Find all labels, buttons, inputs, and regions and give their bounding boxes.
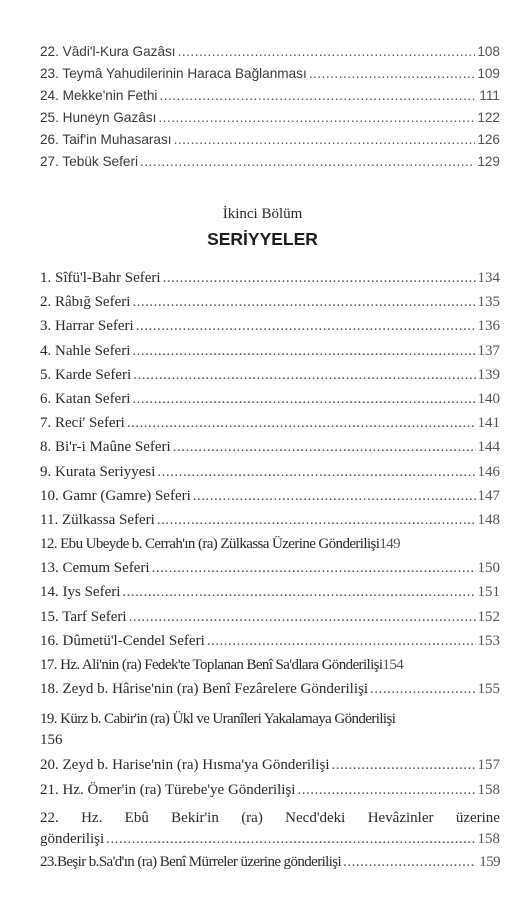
- toc-leader: [297, 782, 475, 799]
- toc-leader: [309, 66, 476, 81]
- toc-row: [40, 512, 500, 536]
- toc-title: 6. Katan Seferi: [40, 390, 131, 407]
- toc-title: 22. Vâdi'l-Kura Gazâsı: [40, 44, 176, 59]
- toc-row: [40, 854, 500, 878]
- toc-page-number: 152: [477, 608, 500, 625]
- toc-title: 16. Dûmetü'l-Cendel Seferi: [40, 632, 205, 649]
- toc-word: üzerine: [455, 809, 500, 826]
- toc-leader: [152, 560, 476, 577]
- toc-row: [40, 757, 500, 781]
- toc-row: [40, 154, 500, 176]
- toc-page-number: 109: [477, 66, 500, 81]
- toc-row: [40, 132, 500, 154]
- toc-page-number: 158: [477, 781, 500, 798]
- toc-page-number: 147: [477, 487, 500, 504]
- toc-word: 22.: [40, 809, 59, 826]
- toc-title: 17. Hz. Ali'nin (ra) Fedek'te Toplanan Benî Sa'dlara Gönderilişi: [40, 657, 383, 673]
- toc-leader: [122, 584, 475, 601]
- section-title: SERİYYELER: [207, 229, 318, 249]
- toc-row: [40, 657, 500, 681]
- toc-page-number: 141: [477, 415, 500, 432]
- toc-row: [40, 343, 500, 367]
- toc-title: 2. Râbığ Seferi: [40, 294, 131, 311]
- toc-leader: [158, 110, 475, 125]
- toc-leader: [140, 154, 475, 169]
- toc-row: [40, 88, 500, 110]
- toc-row: [40, 633, 500, 657]
- toc-word: Bekir'in: [171, 809, 219, 826]
- toc-leader: [332, 757, 476, 774]
- toc-main-list: [40, 270, 500, 878]
- toc-title: 26. Taif'in Muhasarası: [40, 132, 172, 147]
- toc-row: [40, 44, 500, 66]
- toc-title: 15. Tarf Seferi: [40, 608, 127, 625]
- toc-page-number: 126: [477, 132, 500, 147]
- toc-word: (ra): [241, 809, 263, 826]
- toc-row: [40, 536, 500, 560]
- toc-row: [40, 318, 500, 342]
- toc-word: Necd'deki: [285, 809, 346, 826]
- toc-page-number: 149: [379, 536, 401, 553]
- toc-page-number: 129: [477, 154, 500, 169]
- toc-page-number: 159: [479, 853, 500, 870]
- toc-leader: [173, 439, 476, 456]
- toc-title: 10. Gamr (Gamre) Seferi: [40, 487, 191, 504]
- toc-leader: [127, 415, 476, 432]
- toc-leader: [132, 391, 475, 408]
- toc-top-list: [40, 44, 500, 176]
- toc-row: [40, 782, 500, 806]
- toc-title: 5. Karde Seferi: [40, 366, 132, 383]
- toc-page-number: 154: [382, 657, 404, 673]
- toc-leader: [132, 294, 475, 311]
- toc-row: [40, 270, 500, 294]
- toc-row: [40, 681, 500, 705]
- toc-leader: [370, 681, 475, 698]
- toc-row: [40, 110, 500, 132]
- toc-title: 20. Zeyd b. Harise'nin (ra) Hısma'ya Gönderilişi: [40, 757, 330, 774]
- toc-title: 18. Zeyd b. Hârise'nin (ra) Benî Fezârelere Gönderilişi: [40, 681, 369, 698]
- toc-title: 4. Nahle Seferi: [40, 342, 131, 359]
- toc-page-number: 148: [477, 511, 500, 528]
- toc-leader: [129, 609, 476, 626]
- toc-leader: [132, 343, 475, 360]
- toc-title: 11. Zülkassa Seferi: [40, 511, 155, 528]
- toc-title: 25. Huneyn Gazâsı: [40, 110, 157, 125]
- toc-leader: [193, 488, 476, 505]
- toc-page-number: 158: [477, 830, 500, 847]
- toc-row: [40, 415, 500, 439]
- toc-title: 21. Hz. Ömer'in (ra) Türebe'ye Gönderilişi: [40, 781, 296, 798]
- toc-page-number: 153: [477, 632, 500, 649]
- toc-title: 19. Kürz b. Cabir'in (ra) Ükl ve Uranîleri Yakalamaya Gönderilişi: [40, 711, 396, 728]
- section-subtitle: İkinci Bölüm: [222, 206, 303, 222]
- toc-page-number: 108: [477, 44, 500, 59]
- toc-title: gönderilişi: [40, 830, 105, 847]
- toc-row: [40, 488, 500, 512]
- toc-title: 3. Harrar Seferi: [40, 318, 134, 335]
- toc-title: 9. Kurata Seriyyesi: [40, 463, 156, 480]
- toc-page-number: 156: [40, 732, 63, 749]
- toc-leader: [157, 512, 476, 529]
- toc-leader: [159, 88, 476, 103]
- toc-page-number: 144: [477, 439, 500, 456]
- toc-title: 1. Sîfü'l-Bahr Seferi: [40, 270, 161, 286]
- toc-page-number: 150: [477, 560, 500, 577]
- toc-title: 14. Iys Seferi: [40, 584, 121, 601]
- toc-row: [40, 391, 500, 415]
- toc-row: [40, 560, 500, 584]
- toc-row: [40, 367, 500, 391]
- toc-leader: [157, 464, 475, 481]
- toc-row-wrapped: [40, 808, 500, 850]
- toc-row: [40, 584, 500, 608]
- toc-leader: [163, 270, 476, 287]
- toc-page-number: 151: [477, 584, 500, 601]
- toc-leader: [133, 367, 475, 384]
- toc-title: 7. Reci' Seferi: [40, 415, 125, 432]
- toc-leader: [343, 854, 476, 871]
- toc-row-wrapped: [40, 709, 500, 751]
- toc-title: 23. Teymâ Yahudilerinin Haraca Bağlanması: [40, 66, 307, 81]
- toc-title: 12. Ebu Ubeyde b. Cerrah'ın (ra) Zülkassa Üzerine Gönderilişi: [40, 536, 380, 553]
- toc-title: 23.Beşir b.Sa'd'ın (ra) Benî Mürreler üzerine gönderilişi: [40, 853, 342, 870]
- toc-leader: [136, 318, 476, 335]
- toc-title: 13. Cemum Seferi: [40, 560, 150, 577]
- toc-row: [40, 439, 500, 463]
- toc-word: Ebû: [124, 809, 149, 826]
- toc-word: Hz.: [81, 809, 103, 826]
- toc-page-number: 137: [477, 342, 500, 359]
- toc-page-number: 135: [477, 294, 500, 311]
- toc-page-number: 140: [477, 390, 500, 407]
- toc-row: [40, 464, 500, 488]
- toc-page-number: 139: [477, 366, 500, 383]
- toc-page-number: 136: [477, 318, 500, 335]
- toc-page-number: 157: [477, 757, 500, 774]
- toc-title: 27. Tebük Seferi: [40, 154, 138, 169]
- toc-row: [40, 609, 500, 633]
- toc-page-number: 146: [477, 463, 500, 480]
- toc-page-number: 134: [477, 270, 500, 286]
- toc-row: [40, 66, 500, 88]
- toc-leader: [207, 633, 476, 650]
- toc-title: 8. Bi'r-i Maûne Seferi: [40, 439, 171, 456]
- toc-title: 24. Mekke'nin Fethi: [40, 88, 158, 103]
- toc-leader: [178, 44, 476, 59]
- toc-title-line: [40, 829, 500, 850]
- toc-page-number: 111: [479, 88, 500, 103]
- toc-word: Hevâzinler: [367, 809, 434, 826]
- toc-page-number: 122: [477, 110, 500, 125]
- toc-title-line: [40, 808, 500, 829]
- toc-leader: [106, 829, 475, 850]
- toc-leader: [174, 132, 476, 147]
- toc-page-number: 155: [477, 681, 500, 698]
- toc-row: [40, 294, 500, 318]
